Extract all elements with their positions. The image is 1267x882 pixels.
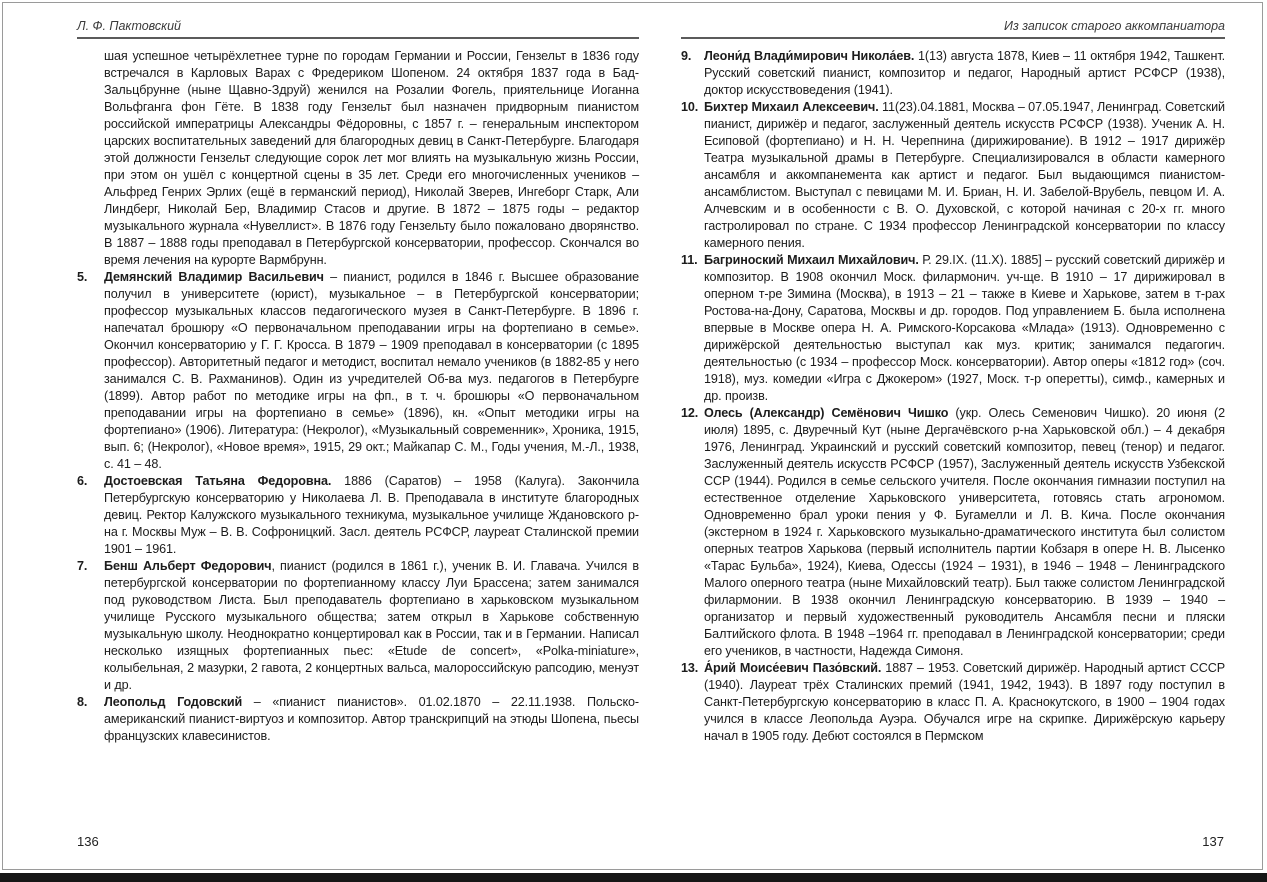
entry-person-name: А́рий Моисе́евич Пазо́вский. — [704, 661, 882, 675]
entry-person-name: Демянский Владимир Васильевич — [104, 270, 324, 284]
entry-text: Леопольд Годовский – «пианист пианистов». 01.02.1870 – 22.11.1938. Польско-американский пианист-виртуоз и композитор. Автор транскрипций на этюды Шопена, пьесы французских клавесинистов. — [104, 695, 639, 743]
entry-number: 9. — [681, 49, 692, 63]
entry-person-name: Достоевская Татьяна Федоровна. — [104, 474, 332, 488]
entry-number: 13. — [681, 661, 699, 675]
entry-text: Леони́д Влади́мирович Никола́ев. 1(13) августа 1878, Киев – 11 октября 1942, Ташкент. Русский советский пианист, композитор и педагог, Народный артист РСФСР (1938), доктор искусствоведения (1941). — [704, 49, 1225, 97]
entry-text: Бенш Альберт Федорович, пианист (родился в 1861 г.), ученик В. И. Главача. Учился в петербургской консерватории по фортепианному классу Луи Брассена; затем занимался под руководством Листа. Был преподаватель фортепиано в харьковском музыкальном училище Русского музыкального общества; затем открыл в Харькове собственную музыкальную школу. Неоднократно концертировал как в России, так и в Германии. Написал несколько изящных фортепианных пьес: «Etude de concert», «Polka-miniature», колыбельная, 2 мазурки, 2 гавота, 2 концертных вальса, малороссийскую рапсодию, менуэт и др. — [104, 559, 639, 692]
entry-text: Бихтер Михаил Алексеевич. 11(23).04.1881, Москва – 07.05.1947, Ленинград. Советский пианист, дирижёр и педагог, заслуженный деятель искусств РСФСР (1938). Ученик А. Н. Есиповой (фортепиано) и Н. Н. Черепнина (дирижирование). В 1912 – 1917 дирижёр Театра музыкальной драмы в Петербурге. Специализировался в области камерного ансамбля и аккомпанемента как артист и педагог. Был выдающимся пианистом-ансамблистом. Выступал с певицами М. И. Бриан, Н. И. Забелой-Врубель, певцом И. А. Алчевским и в особенности с В. О. Духовской, с которой начиная с 20-х гг. много гастролировал по стране. С 1934 профессор Ленинградской консерватории по классу камерного пения. — [704, 100, 1225, 250]
entry-number: 12. — [681, 406, 699, 420]
running-header-left: Л. Ф. Пактовский — [77, 19, 181, 33]
entry-person-name: Бихтер Михаил Алексеевич. — [704, 100, 879, 114]
book-edge-shadow — [0, 873, 1267, 882]
entry-text: Багриноский Михаил Михайлович. Р. 29.IX. (11.X). 1885] – русский советский дирижёр и композитор. В 1908 окончил Моск. филармонич. уч-ще. В 1910 – 17 дирижировал в оперном т-ре Зимина (Москва), в 1913 – 21 – также в Киеве и Харькове, затем в т-рах Ростова-на-Дону, Саратова, Москвы и др. городов. Под управлением Б. была исполнена впервые в Москве опера Н. А. Римского-Корсакова «Млада» (1913). Одновременно с дирижёрской деятельностью выступал как муз. критик; занимался педагогич. деятельностью (с 1934 – профессор Моск. консерватории). Автор оперы «1812 год» (соч. 1918), муз. комедии «Игра с Джокером» (1927, Моск. т-р оперетты), симф., камерных и др. произв. — [704, 253, 1225, 403]
page-right — [681, 18, 1225, 745]
entry-person-name: Леони́д Влади́мирович Никола́ев. — [704, 49, 915, 63]
entry-number: 7. — [77, 559, 88, 573]
page-body-right — [681, 48, 1225, 745]
entry-number: 11. — [681, 253, 698, 267]
entry-text: А́рий Моисе́евич Пазо́вский. 1887 – 1953. Советский дирижёр. Народный артист СССР (1940). Лауреат трёх Сталинских премий (1941, 1942, 1943). В 1897 году поступил в Санкт-Петербургскую консерваторию в класс П. А. Краснокутского, в 1900 – 1904 годах учился в классе Леопольда Ауэра. Обучался игре на скрипке. Дирижёрскую карьеру начал в 1905 году. Дебют состоялся в Пермском — [704, 661, 1225, 743]
entry-person-name: Бенш Альберт Федорович — [104, 559, 272, 573]
entry-number: 10. — [681, 100, 699, 114]
running-header-right: Из записок старого аккомпаниатора — [1004, 19, 1225, 33]
entry-number: 8. — [77, 695, 88, 709]
entry-number: 5. — [77, 270, 88, 284]
page-body-left — [77, 48, 639, 745]
header-rule-left — [77, 37, 639, 39]
dictionary-entry — [77, 694, 639, 745]
page-left — [77, 18, 639, 745]
dictionary-entry — [77, 48, 639, 269]
entry-person-name: Багриноский Михаил Михайлович. — [704, 253, 919, 267]
page-number-right: 137 — [1202, 834, 1224, 849]
dictionary-entry — [681, 252, 1225, 405]
header-rule-right — [681, 37, 1225, 39]
entry-person-name: Леопольд Годовский — [104, 695, 243, 709]
entry-number: 6. — [77, 474, 88, 488]
entry-person-name: Олесь (Александр) Семёнович Чишко — [704, 406, 949, 420]
dictionary-entry — [77, 473, 639, 558]
page-number-left: 136 — [77, 834, 99, 849]
entry-text: Достоевская Татьяна Федоровна. 1886 (Саратов) – 1958 (Калуга). Закончила Петербургскую консерваторию у Николаева Л. В. Преподавала в институте благородных девиц. Ректор Калужского музыкального техникума, музыкальное училище Ждановского р-на г. Москвы Муж – В. В. Софроницкий. Засл. деятель РСФСР, лауреат Сталинской премии 1901 – 1961. — [104, 474, 639, 556]
dictionary-entry — [77, 269, 639, 473]
dictionary-entry — [681, 405, 1225, 660]
entry-text: Демянский Владимир Васильевич – пианист, родился в 1846 г. Высшее образование получил в университете (юрист), музыкальное – в Петербургской консерватории; профессор музыкальных классов педагогического музея в Санкт-Петербурге. В 1896 г. напечатал брошюру «О первоначальном преподавании игры на фортепиано в семье». Окончил консерваторию у Г. Г. Кросса. В 1879 – 1909 преподавал в консерватории (с 1895 профессор). Авторитетный педагог и методист, воспитал немало учеников (в 1882-85 у него занимался С. В. Рахманинов). Один из учредителей Об-ва муз. педагогов в Петербурге (1899). Автор работ по методике игры на фп., в т. ч. брошюры «О первоначальном преподавании игры на фортепиано в семье» (1896), кн. «Опыт методики игры на фортепиано» (1906). Литература: (Некролог), «Музыкальный современник», Хроника, 1915, вып. 6; (Некролог), «Новое время», 1915, 29 окт.; Майкапар С. М., Годы учения, М.-Л., 1938, с. 41 – 48. — [104, 270, 639, 471]
dictionary-entry — [77, 558, 639, 694]
dictionary-entry — [681, 99, 1225, 252]
dictionary-entry — [681, 660, 1225, 745]
entry-text: Олесь (Александр) Семёнович Чишко (укр. Олесь Семенович Чишко). 20 июня (2 июля) 1895, с. Двуречный Кут (ныне Дергачёвского р-на Харьковской обл.) – 4 декабря 1976, Ленинград. Украинский и русский советский композитор, певец (тенор) и педагог. Заслуженный деятель искусств РСФСР (1957), Заслуженный деятель искусств Узбекской ССР (1944). Родился в семье сельского учителя. После окончания гимназии поступил на естественное отделение Харьковского университета, готовясь стать агрономом. Одновременно брал уроки пения у Ф. Бугамелли и Л. В. Кича. После окончания (экстерном в 1924 г. Харьковского музыкально-драматического института был солистом оперных театров Харькова (первый исполнитель партии Кобзаря в опере Н. В. Лысенко «Тарас Бульба», 1924), Киева, Одессы (1924 – 1931), в 1946 – 1948 – Ленинградского Малого оперного театра (ныне Михайловский театр). Был также солистом Ленинградской филармонии. В 1938 окончил Ленинградскую консерваторию. В 1939 – 1940 – организатор и первый художественный руководитель Ансамбля песни и пляски Балтийского флота. В 1948 –1964 гг. преподавал в Ленинградской консерватории; среди его учеников, в частности, Надежда Симоня. — [704, 406, 1225, 658]
dictionary-entry — [681, 48, 1225, 99]
entry-text: шая успешное четырёхлетнее турне по городам Германии и России, Гензельт в 1836 году встречался в Карловых Варах с Фредериком Шопеном. 24 октября 1837 года в Бад-Зальцбрунне (ныне Щавно-Здруй) женился на Розалии Фогель, приятельнице Иоганна Вольфганга фон Гёте. В 1838 году Гензельт был назначен придворным пианистом российской императрицы Александры Фёдоровны, с 1857 г. – генеральным инспектором царских воспитательных заведений для благородных девиц в Санкт-Петербурге. Благодаря этой должности Гензельт следующие сорок лет мог влиять на музыкальную жизнь России, при этом он ушёл с концертной сцены в 35 лет. Среди его многочисленных учеников – Альфред Генрих Эрлих (ещё в германский период), Николай Зверев, Ингеборг Старк, Али Линдберг, Николай Бер, Владимир Стасов и другие. В 1872 – 1875 годы – редактор музыкального журнала «Нувеллист». В 1876 году Гензельту было пожаловано дворянство. В 1887 – 1888 годы преподавал в Петербургской консерватории, профессор. Скончался во время лечения на курорте Вармбрунн. — [104, 49, 639, 267]
